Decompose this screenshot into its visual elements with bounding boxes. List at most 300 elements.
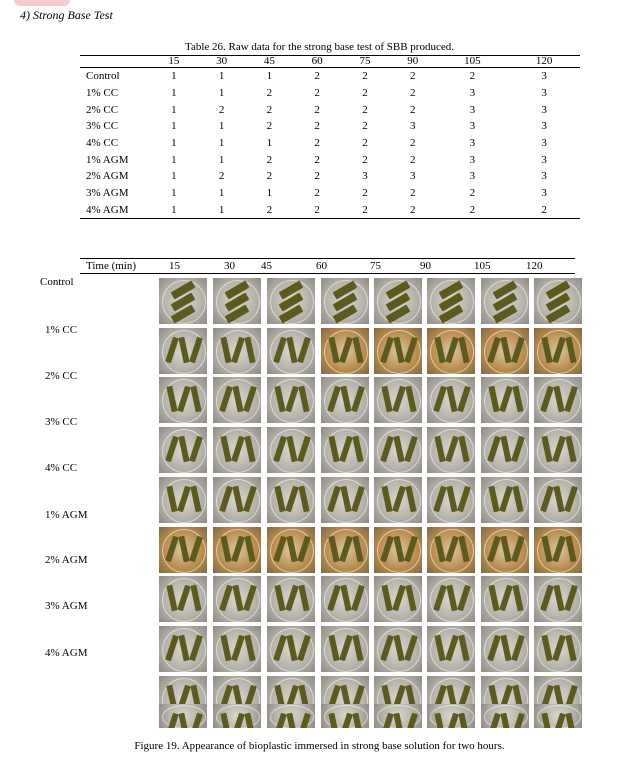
bioplastic-strip (381, 386, 392, 413)
specimen-photo (267, 278, 315, 324)
bioplastic-strip (404, 713, 418, 728)
figure-row-label: 4% AGM (45, 647, 88, 659)
bioplastic-strip (352, 635, 363, 662)
table-cell: 2 (314, 170, 320, 183)
bioplastic-strip (393, 713, 404, 728)
specimen-photo (534, 527, 582, 573)
bioplastic-strip (231, 635, 245, 662)
figure-row-label: Control (40, 276, 74, 288)
table-cell: 2 (266, 87, 273, 100)
bioplastic-strip (243, 386, 257, 413)
bioplastic-strip (286, 713, 297, 728)
bioplastic-strip (189, 436, 203, 463)
specimen-photo (321, 626, 369, 672)
table-row (80, 68, 580, 85)
specimen-photo (427, 278, 475, 324)
bioplastic-strip (190, 585, 201, 612)
bioplastic-strip (340, 386, 351, 413)
bioplastic-strip (457, 486, 471, 513)
bioplastic-strip (445, 536, 459, 563)
bioplastic-strip (178, 713, 189, 728)
specimen-photo (534, 477, 582, 523)
table-cell: 2 (409, 70, 416, 83)
table-cell: 1 (171, 170, 177, 183)
bioplastic-strip (220, 713, 231, 728)
table-row (80, 185, 580, 202)
specimen-photo (374, 278, 422, 324)
bioplastic-strip (552, 635, 566, 662)
row-label: 1% CC (86, 87, 119, 100)
table-cell: 3 (469, 137, 476, 150)
time-label: 75 (370, 260, 381, 272)
bioplastic-strip (381, 486, 392, 513)
specimen-photo (213, 576, 261, 622)
bioplastic-strip (488, 585, 499, 612)
table-cell: 1 (171, 137, 177, 150)
row-label: 3% CC (86, 120, 119, 133)
bioplastic-strip (553, 486, 564, 513)
bioplastic-strip (178, 337, 189, 364)
bioplastic-strip (178, 536, 189, 563)
bioplastic-strip (232, 386, 243, 413)
bioplastic-strip (564, 585, 578, 612)
table-cell: 3 (469, 153, 476, 166)
bioplastic-strip (220, 536, 231, 563)
bioplastic-strip (446, 386, 457, 413)
table-cell: 3 (541, 70, 547, 83)
bioplastic-strip (487, 635, 501, 662)
bioplastic-strip (434, 337, 445, 364)
specimen-photo (267, 576, 315, 622)
bioplastic-strip (285, 585, 299, 612)
specimen-photo (159, 704, 207, 728)
bioplastic-strip (340, 585, 351, 612)
bioplastic-strip (351, 585, 365, 612)
bioplastic-strip (553, 386, 564, 413)
row-label: 4% CC (86, 137, 119, 150)
table-cell: 1 (218, 120, 225, 133)
specimen-photo (213, 477, 261, 523)
bioplastic-strip (327, 585, 341, 612)
bioplastic-strip (433, 386, 447, 413)
specimen-photo (427, 477, 475, 523)
table-cell: 3 (469, 103, 476, 116)
table-cell: 2 (266, 103, 273, 116)
bioplastic-strip (499, 386, 513, 413)
specimen-photo (159, 527, 207, 573)
table-cell: 2 (314, 103, 320, 116)
bioplastic-strip (380, 337, 394, 364)
bioplastic-strip (165, 436, 179, 463)
specimen-photo (374, 427, 422, 473)
specimen-photo (481, 477, 529, 523)
bioplastic-strip (352, 436, 363, 463)
table-cell: 2 (362, 103, 368, 116)
table-header-cell: 105 (437, 56, 509, 68)
bioplastic-strip (487, 713, 501, 728)
bioplastic-strip (166, 585, 177, 612)
bioplastic-strip (552, 713, 566, 728)
time-label: 30 (224, 260, 235, 272)
specimen-photo (374, 576, 422, 622)
bioplastic-strip (434, 635, 445, 662)
bioplastic-strip (445, 337, 459, 364)
time-axis-label: Time (min) (86, 260, 137, 272)
bioplastic-strip (328, 536, 339, 563)
table-cell: 1 (171, 153, 177, 166)
bioplastic-strip (552, 337, 566, 364)
bioplastic-strip (298, 486, 309, 513)
table-cell: 3 (541, 153, 547, 166)
bioplastic-strip (393, 635, 404, 662)
bioplastic-strip (297, 635, 311, 662)
bioplastic-strip (285, 486, 299, 513)
specimen-photo (213, 278, 261, 324)
table-cell: 2 (409, 187, 416, 200)
bioplastic-strip (500, 337, 511, 364)
bioplastic-strip (189, 635, 203, 662)
bioplastic-strip (445, 713, 459, 728)
specimen-photo (213, 377, 261, 423)
bioplastic-strip (177, 486, 191, 513)
figure-row-label: 4% CC (45, 462, 78, 474)
table-cell: 3 (469, 87, 476, 100)
table-cell: 3 (409, 120, 416, 133)
bioplastic-strip (458, 635, 469, 662)
bioplastic-strip (541, 337, 552, 364)
bioplastic-strip (487, 436, 501, 463)
bioplastic-strip (351, 386, 365, 413)
table-cell: 2 (246, 202, 294, 219)
figure-row-label: 2% CC (45, 370, 78, 382)
specimen-photo (427, 704, 475, 728)
table-cell: 2 (362, 70, 368, 83)
specimen-photo (374, 626, 422, 672)
table-row (80, 85, 580, 102)
specimen-photo (321, 527, 369, 573)
table-cell: 1 (218, 137, 225, 150)
table-cell: 2 (362, 87, 368, 100)
bioplastic-strip (273, 536, 287, 563)
bioplastic-strip (328, 337, 339, 364)
bioplastic-strip (328, 635, 339, 662)
bioplastic-strip (500, 635, 511, 662)
specimen-photo (481, 427, 529, 473)
bioplastic-strip (327, 386, 341, 413)
bioplastic-strip (381, 585, 392, 612)
bioplastic-strip (511, 337, 525, 364)
bioplastic-strip (393, 536, 404, 563)
row-label: 4% AGM (80, 202, 150, 219)
specimen-photo (481, 576, 529, 622)
bioplastic-strip (273, 713, 287, 728)
bioplastic-strip (328, 436, 339, 463)
bioplastic-strip (219, 486, 233, 513)
bioplastic-strip (232, 486, 243, 513)
time-label: 90 (420, 260, 431, 272)
table-cell: 1 (171, 187, 177, 200)
figure-caption: Figure 19. Appearance of bioplastic immersed in strong base solution for two hours. (134, 740, 505, 752)
bioplastic-strip (564, 486, 578, 513)
table-header-cell: 60 (293, 56, 341, 68)
table-cell: 1 (218, 153, 225, 166)
table-cell: 1 (171, 120, 177, 133)
specimen-photo (159, 278, 207, 324)
bioplastic-strip (189, 536, 203, 563)
bioplastic-strip (380, 436, 394, 463)
table-cell: 2 (508, 202, 580, 219)
bioplastic-strip (297, 536, 311, 563)
bioplastic-strip (243, 585, 257, 612)
table-row (80, 135, 580, 152)
raw-data-table (80, 55, 580, 219)
bioplastic-strip (273, 337, 287, 364)
bioplastic-strip (189, 713, 203, 728)
table-cell: 2 (409, 153, 416, 166)
bioplastic-strip (433, 486, 447, 513)
specimen-photo (267, 527, 315, 573)
bioplastic-strip (190, 486, 201, 513)
table-header-cell: 90 (389, 56, 437, 68)
specimen-photo (534, 278, 582, 324)
bioplastic-strip (274, 486, 285, 513)
specimen-photo (374, 527, 422, 573)
specimen-photo (321, 427, 369, 473)
bioplastic-strip (565, 337, 576, 364)
bioplastic-strip (339, 635, 353, 662)
table-header-cell: 45 (246, 56, 294, 68)
specimen-photo (481, 278, 529, 324)
bioplastic-strip (297, 436, 311, 463)
bioplastic-strip (231, 436, 245, 463)
specimen-photo (481, 377, 529, 423)
table-header-cell: 30 (198, 56, 246, 68)
table-cell: 2 (362, 187, 368, 200)
bioplastic-strip (340, 486, 351, 513)
specimen-photo (481, 626, 529, 672)
table-cell: 3 (541, 87, 547, 100)
table-cell: 3 (469, 120, 476, 133)
table-cell: 3 (541, 120, 547, 133)
table-cell: 2 (314, 70, 320, 83)
bioplastic-strip (190, 386, 201, 413)
bioplastic-strip (404, 635, 418, 662)
figure-row-label: 3% CC (45, 416, 78, 428)
table-cell: 2 (341, 202, 389, 219)
time-label: 105 (474, 260, 491, 272)
bioplastic-strip (177, 386, 191, 413)
figure-row-label: 1% CC (45, 324, 78, 336)
table-cell: 1 (171, 70, 177, 83)
bioplastic-strip (445, 635, 459, 662)
bioplastic-strip (500, 436, 511, 463)
specimen-photo (267, 377, 315, 423)
bioplastic-strip (540, 486, 554, 513)
time-label: 60 (316, 260, 327, 272)
table-cell: 2 (314, 187, 320, 200)
red-mark-decoration (14, 0, 70, 6)
bioplastic-strip (380, 536, 394, 563)
bioplastic-strip (564, 386, 578, 413)
specimen-photo (321, 477, 369, 523)
specimen-photo (534, 328, 582, 374)
bioplastic-strip (351, 486, 365, 513)
specimen-photo (213, 704, 261, 728)
specimen-photo (267, 626, 315, 672)
bioplastic-strip (285, 386, 299, 413)
table-row (80, 101, 580, 118)
table-cell: 3 (541, 137, 547, 150)
table-cell: 2 (362, 153, 368, 166)
table-cell: 2 (266, 120, 273, 133)
specimen-photo (427, 328, 475, 374)
table-cell: 2 (218, 103, 225, 116)
specimen-photo (321, 576, 369, 622)
table-row (80, 151, 580, 168)
bioplastic-strip (244, 713, 255, 728)
bioplastic-strip (458, 713, 469, 728)
specimen-photo (213, 427, 261, 473)
table-cell: 2 (362, 120, 368, 133)
table-header-cell (80, 56, 150, 68)
bioplastic-strip (298, 585, 309, 612)
bioplastic-strip (220, 436, 231, 463)
bioplastic-strip (286, 536, 297, 563)
bioplastic-strip (565, 713, 576, 728)
table-row (80, 168, 580, 185)
bioplastic-strip (243, 486, 257, 513)
bioplastic-strip (231, 536, 245, 563)
bioplastic-strip (552, 536, 566, 563)
specimen-photo (159, 328, 207, 374)
bioplastic-strip (553, 585, 564, 612)
bioplastic-strip (457, 386, 471, 413)
bioplastic-strip (244, 436, 255, 463)
table-header-row (80, 56, 580, 68)
table-cell: 1 (218, 187, 225, 200)
time-label: 15 (169, 260, 180, 272)
specimen-photo (159, 626, 207, 672)
bioplastic-strip (446, 486, 457, 513)
bioplastic-strip (327, 486, 341, 513)
bioplastic-strip (540, 386, 554, 413)
specimen-photo (267, 704, 315, 728)
table-caption: Table 26. Raw data for the strong base test of SBB produced. (185, 41, 454, 53)
table-row (80, 118, 580, 135)
bioplastic-strip (512, 386, 523, 413)
bioplastic-strip (404, 337, 418, 364)
bioplastic-strip (393, 337, 404, 364)
bioplastic-strip (339, 536, 353, 563)
bioplastic-strip (286, 436, 297, 463)
bioplastic-strip (166, 486, 177, 513)
row-label: Control (86, 70, 120, 83)
specimen-photo (321, 328, 369, 374)
table-header-cell: 120 (508, 56, 580, 68)
bioplastic-strip (433, 585, 447, 612)
table-cell: 2 (362, 137, 368, 150)
row-label: 1% AGM (86, 153, 129, 166)
specimen-photo (481, 704, 529, 728)
bioplastic-strip (189, 337, 203, 364)
bioplastic-strip (540, 585, 554, 612)
bioplastic-strip (565, 536, 576, 563)
bioplastic-strip (541, 713, 552, 728)
specimen-photo (213, 527, 261, 573)
specimen-photo (159, 576, 207, 622)
table-cell: 2 (314, 87, 320, 100)
bioplastic-strip (499, 486, 513, 513)
bioplastic-strip (434, 536, 445, 563)
specimen-photo (321, 704, 369, 728)
table-cell: 2 (266, 153, 273, 166)
table-header-cell: 75 (341, 56, 389, 68)
bioplastic-strip (457, 585, 471, 612)
bioplastic-strip (165, 337, 179, 364)
bioplastic-strip (165, 713, 179, 728)
bioplastic-strip (166, 386, 177, 413)
bioplastic-strip (244, 337, 255, 364)
specimen-photo (267, 328, 315, 374)
table-cell: 1 (198, 202, 246, 219)
specimen-photo (374, 704, 422, 728)
bioplastic-strip (392, 486, 406, 513)
bioplastic-strip (220, 635, 231, 662)
bioplastic-strip (297, 713, 311, 728)
bioplastic-strip (458, 337, 469, 364)
figure-row-label: 2% AGM (45, 554, 88, 566)
bioplastic-strip (434, 436, 445, 463)
bioplastic-strip (511, 536, 525, 563)
specimen-photo (159, 477, 207, 523)
specimen-photo (267, 477, 315, 523)
bioplastic-strip (565, 635, 576, 662)
bioplastic-strip (232, 585, 243, 612)
table-cell: 2 (409, 137, 416, 150)
specimen-photo (427, 427, 475, 473)
bioplastic-strip (445, 436, 459, 463)
bioplastic-strip (392, 585, 406, 612)
bioplastic-strip (178, 635, 189, 662)
figure-time-header (80, 258, 575, 274)
table-cell: 3 (409, 170, 416, 183)
table-cell: 1 (266, 187, 273, 200)
table-cell: 1 (266, 137, 273, 150)
specimen-photo (159, 427, 207, 473)
bioplastic-strip (512, 486, 523, 513)
row-label: 3% AGM (86, 187, 129, 200)
bioplastic-strip (487, 337, 501, 364)
specimen-photo (427, 576, 475, 622)
specimen-photo (213, 328, 261, 374)
specimen-photo (534, 576, 582, 622)
bioplastic-strip (339, 337, 353, 364)
table-cell: 2 (314, 137, 320, 150)
specimen-photo (374, 377, 422, 423)
bioplastic-strip (231, 337, 245, 364)
bioplastic-strip (352, 713, 363, 728)
table-cell: 1 (150, 202, 198, 219)
bioplastic-strip (339, 436, 353, 463)
bioplastic-strip (405, 486, 416, 513)
bioplastic-strip (458, 436, 469, 463)
bioplastic-strip (541, 635, 552, 662)
bioplastic-strip (244, 635, 255, 662)
bioplastic-strip (352, 536, 363, 563)
specimen-photo (534, 626, 582, 672)
bioplastic-strip (231, 713, 245, 728)
bioplastic-strip (219, 585, 233, 612)
